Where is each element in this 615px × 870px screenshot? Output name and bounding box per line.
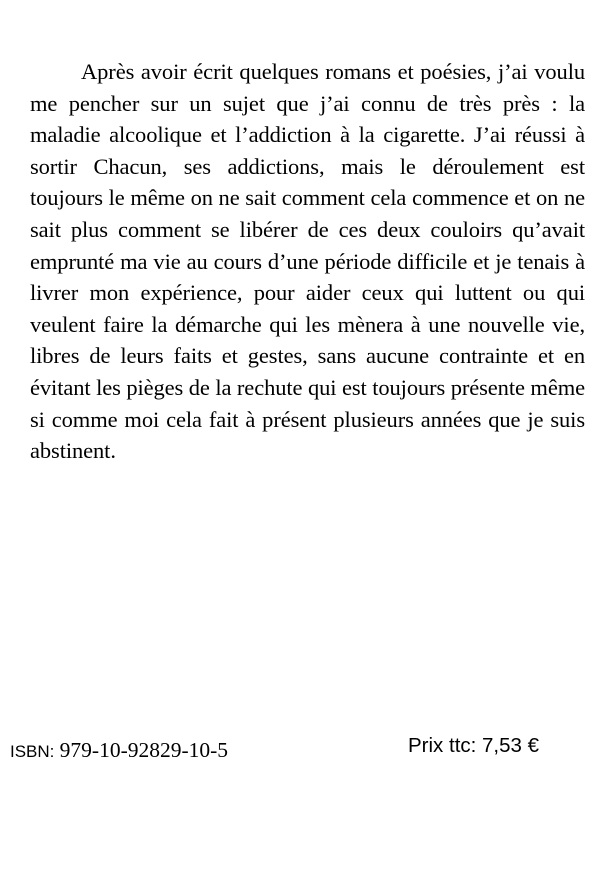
isbn [10, 737, 228, 765]
back-cover-blurb: Après avoir écrit quelques romans et poésies, j’ai voulu me pencher sur un sujet que j’ai connu de très près : la maladie alcoolique et l’addiction à la cigarette. J’ai réussi à sortir Chacun, ses addictions, mais le déroulement est toujours le même on ne sait comment cela commence et on ne sait plus comment se libérer de ces deux couloirs qu’avait emprunté ma vie au cours d’une période difficile et je tenais à livrer mon expérience, pour aider ceux qui luttent ou qui veulent faire la démarche qui les mènera à une nouvelle vie, libres de leurs faits et gestes, sans aucune contrainte et en évitant les pièges de la rechute qui est toujours présente même si comme moi cela fait à présent plusieurs années que je suis abstinent. [30, 59, 585, 464]
price: Prix ttc: 7,53 € [408, 734, 540, 757]
isbn-number: 979-10-92829-10-5 [59, 738, 229, 762]
isbn-label: ISBN: [10, 742, 55, 761]
